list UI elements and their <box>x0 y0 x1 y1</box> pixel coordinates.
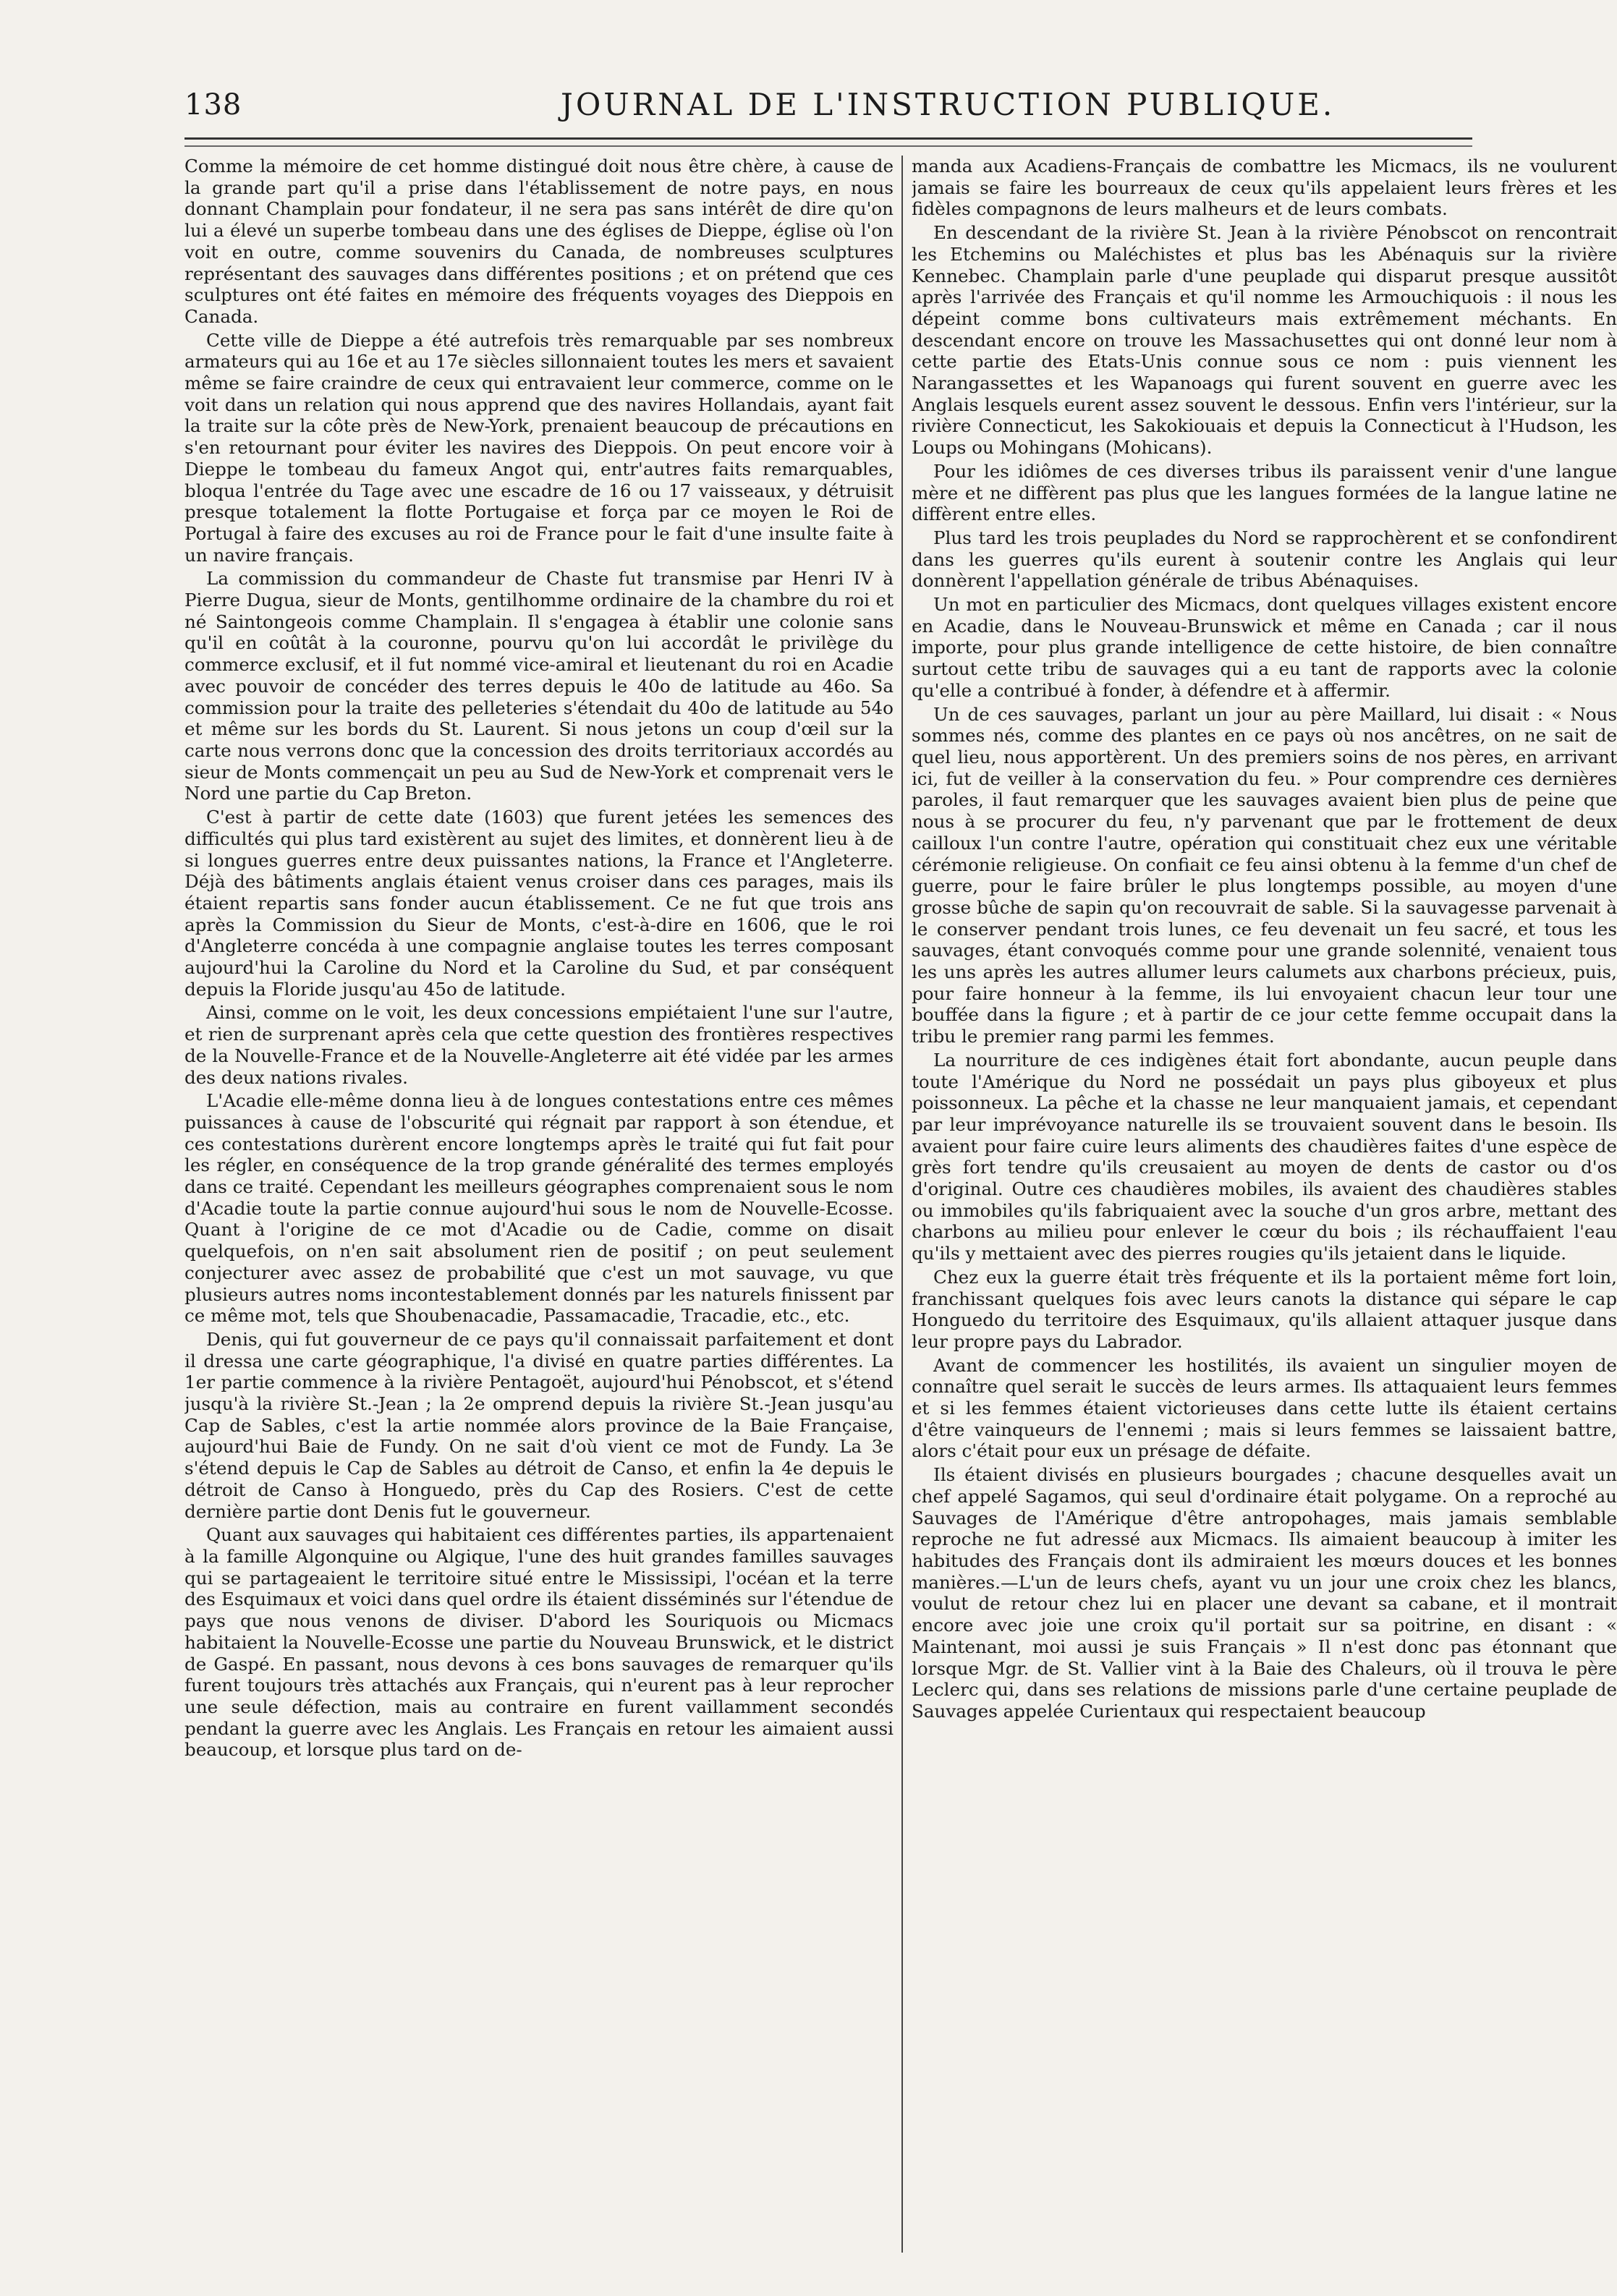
right-column <box>912 156 1617 2253</box>
paragraph: Un mot en particulier des Micmacs, dont quelques villages existent encore en Acadie, dans le Nouveau-Brunswick et même en Canada ; car il nous importe, pour plus grande intelligence de cette histoire, de bien connaître surtout cette tribu de sauvages qui a eu tant de rapports avec la colonie qu'elle a contribué à fonder, à défendre et à affermir. <box>912 594 1617 701</box>
paragraph: L'Acadie elle-même donna lieu à de longues contestations entre ces mêmes puissances à cause de l'obscurité qui régnait par rapport à son étendue, et ces contestations durèrent encore longtemps après le traité qui fut fait pour les régler, en conséquence de la trop grande généralité des termes employés dans ce traité. Cependant les meilleurs géographes comprenaient sous le nom d'Acadie toute la partie connue aujourd'hui sous le nom de Nouvelle-Ecosse. Quant à l'origine de ce mot d'Acadie ou de Cadie, comme on disait quelquefois, on n'en sait absolument rien de positif ; on peut seulement conjecturer avec assez de probabilité que c'est un mot sauvage, vu que plusieurs autres noms incontestablement donnés par les naturels finissent par ce même mot, tels que Shoubenacadie, Passamacadie, Tracadie, etc., etc. <box>184 1090 894 1327</box>
paragraph: Denis, qui fut gouverneur de ce pays qu'il connaissait parfaitement et dont il dressa une carte géographique, l'a divisé en quatre parties différentes. La 1er partie commence à la rivière Pentagoët, aujourd'hui Pénobscot, et s'étend jusqu'à la rivière St.-Jean ; la 2e omprend depuis la rivière St.-Jean jusqu'au Cap de Sables, c'est la artie nommée alors province de la Baie Française, aujourd'hui Baie de Fundy. On ne sait d'où vient ce mot de Fundy. La 3e s'étend depuis le Cap de Sables au détroit de Canso, et enfin la 4e depuis le détroit de Canso à Honguedo, près du Cap des Rosiers. C'est de cette dernière partie dont Denis fut le gouverneur. <box>184 1328 894 1522</box>
paragraph: Ainsi, comme on le voit, les deux concessions empiétaient l'une sur l'autre, et rien de surprenant après cela que cette question des frontières respectives de la Nouvelle-France et de la Nouvelle-Angleterre ait été vidée par les armes des deux nations rivales. <box>184 1002 894 1088</box>
paragraph: La commission du commandeur de Chaste fut transmise par Henri IV à Pierre Dugua, sieur de Monts, gentilhomme ordinaire de la chambre du roi et né Saintongeois comme Champlain. Il s'engagea à établir une colonie sans qu'il en coûtât à la couronne, pourvu qu'on lui accordât le privilège du commerce exclusif, et il fut nommé vice-amiral et lieutenant du roi en Acadie avec pouvoir de concéder des terres depuis le 40o de latitude au 46o. Sa commission pour la traite des pelleteries s'étendait du 40o de latitude au 54o et même sur les bords du St. Laurent. Si nous jetons un coup d'œil sur la carte nous verrons donc que la concession des droits territoriaux accordés au sieur de Monts commençait un peu au Sud de New-York et comprenait vers le Nord une partie du Cap Breton. <box>184 568 894 804</box>
paragraph: Quant aux sauvages qui habitaient ces différentes parties, ils appartenaient à la famille Algonquine ou Algique, l'une des huit grandes familles sauvages qui se partageaient le territoire situé entre le Mississipi, l'océan et la terre des Esquimaux et voici dans quel ordre ils étaient disséminés sur l'étendue de pays que nous venons de diviser. D'abord les Souriquois ou Micmacs habitaient la Nouvelle-Ecosse une partie du Nouveau Brunswick, et le district de Gaspé. En passant, nous devons à ces bons sauvages de remarquer qu'ils furent toujours très attachés aux Français, qui n'eurent pas à leur reprocher une seule défection, mais au contraire en furent vaillamment secondés pendant la guerre avec les Anglais. Les Français en retour les aimaient aussi beaucoup, et lorsque plus tard on de- <box>184 1524 894 1761</box>
column-divider <box>901 156 903 2253</box>
paragraph: Avant de commencer les hostilités, ils avaient un singulier moyen de connaître quel serait le succès de leurs armes. Ils attaquaient leurs femmes et si les femmes étaient victorieuses dans cette lutte ils étaient certains d'être vainqueurs de l'ennemi ; mais si leurs femmes se laissaient battre, alors c'était pour eux un présage de défaite. <box>912 1354 1617 1462</box>
header-rule <box>184 137 1472 147</box>
left-column <box>184 156 894 2253</box>
paragraph: Pour les idiômes de ces diverses tribus ils paraissent venir d'une langue mère et ne diffèrent pas plus que les langues formées de la langue latine ne diffèrent entre elles. <box>912 460 1617 525</box>
paragraph: Un de ces sauvages, parlant un jour au père Maillard, lui disait : « Nous sommes nés, comme des plantes en ce pays où nos ancêtres, on ne sait de quel lieu, nous apportèrent. Un des premiers soins de nos pères, en arrivant ici, fut de veiller à la conservation du feu. » Pour comprendre ces dernières paroles, il faut remarquer que les sauvages avaient bien plus de peine que nous à se procurer du feu, n'y parvenant que par le frottement de deux cailloux l'un contre l'autre, opération qui constituait chez eux une véritable cérémonie religieuse. On confiait ce feu ainsi obtenu à la femme d'un chef de guerre, pour le faire brûler le plus longtemps possible, au moyen d'une grosse bûche de sapin qu'on recouvrait de sable. Si la sauvagesse parvenait à le conserver pendant trois lunes, ce feu devenait un feu sacré, et tous les sauvages, étant convoqués comme pour une grande solennité, venaient tous les uns après les autres allumer leurs calumets aux charbons précieux, puis, pour faire honneur à la femme, ils lui envoyaient chacun leur tour une bouffée dans la figure ; et à partir de ce jour cette femme occupait dans la tribu le premier rang parmi les femmes. <box>912 703 1617 1047</box>
page-number: 138 <box>184 88 242 122</box>
paragraph: La nourriture de ces indigènes était fort abondante, aucun peuple dans toute l'Amérique du Nord ne possédait un pays plus giboyeux et plus poissonneux. La pêche et la chasse ne leur manquaient jamais, et cependant par leur imprévoyance naturelle ils se trouvaient souvent dans le besoin. Ils avaient pour faire cuire leurs aliments des chaudières faites d'une espèce de grès fort tendre qu'ils creusaient au moyen de dents de castor ou d'os d'original. Outre ces chaudières mobiles, ils avaient des chaudières stables ou immobiles qu'ils fabriquaient avec la souche d'un gros arbre, mettant des charbons au milieu pour enlever le cœur du bois ; ils réchauffaient l'eau qu'ils y mettaient avec des pierres rougies qu'ils jetaient dans le liquide. <box>912 1049 1617 1264</box>
paragraph: Cette ville de Dieppe a été autrefois très remarquable par ses nombreux armateurs qui au 16e et au 17e siècles sillonnaient toutes les mers et savaient même se faire craindre de ceux qui entravaient leur commerce, comme on le voit dans un relation qui nous apprend que des navires Hollandais, ayant fait la traite sur la côte près de New-York, prenaient beaucoup de précautions en s'en retournant pour éviter les navires des Dieppois. On peut encore voir à Dieppe le tombeau du fameux Angot qui, entr'autres faits remarquables, bloqua l'entrée du Tage avec une escadre de 16 ou 17 vaisseaux, y détruisit presque totalement la flotte Portugaise et força par ce moyen le Roi de Portugal à faire des excuses au roi de France pour le fait d'une insulte faite à un navire français. <box>184 329 894 566</box>
paragraph: Plus tard les trois peuplades du Nord se rapprochèrent et se confondirent dans les guerres qu'ils eurent à soutenir contre les Anglais qui leur donnèrent l'appellation générale de tribus Abénaquises. <box>912 527 1617 592</box>
paragraph: C'est à partir de cette date (1603) que furent jetées les semences des difficultés qui plus tard existèrent au sujet des limites, et donnèrent lieu à de si longues guerres entre deux puissantes nations, la France et l'Angleterre. Déjà des bâtiments anglais étaient venus croiser dans ces parages, mais ils étaient repartis sans fonder aucun établissement. Ce ne fut que trois ans après la Commission du Sieur de Monts, c'est-à-dire en 1606, que le roi d'Angleterre concéda à une compagnie anglaise toutes les terres composant aujourd'hui la Caroline du Nord et la Caroline du Sud, et par conséquent depuis la Floride jusqu'au 45o de latitude. <box>184 807 894 1000</box>
paragraph: Comme la mémoire de cet homme distingué doit nous être chère, à cause de la grande part qu'il a prise dans l'établissement de notre pays, en nous donnant Champlain pour fondateur, il ne sera pas sans intérêt de dire qu'on lui a élevé un superbe tombeau dans une des églises de Dieppe, église où l'on voit en outre, comme souvenirs du Canada, de nombreuses sculptures représentant des sauvages dans différentes positions ; et on prétend que ces sculptures ont été faites en mémoire des fréquents voyages des Dieppois en Canada. <box>184 156 894 327</box>
paragraph: Ils étaient divisés en plusieurs bourgades ; chacune desquelles avait un chef appelé Sagamos, qui seul d'ordinaire était polygame. On a reproché au Sauvages de l'Amérique d'être antropohages, mais jamais semblable reproche ne fut adressé aux Micmacs. Ils aimaient beaucoup à imiter les habitudes des Français dont ils admiraient les mœurs douces et les bonnes manières.—L'un de leurs chefs, ayant vu un jour une croix chez les blancs, voulut de retour chez lui en placer une devant sa cabane, et il montrait encore avec joie une croix qu'il portait sur sa poitrine, en disant : « Maintenant, moi aussi je suis Français » Il n'est donc pas étonnant que lorsque Mgr. de St. Vallier vint à la Baie des Chaleurs, où il trouva le père Leclerc qui, dans ses relations de missions parle d'une certaine peuplade de Sauvages appelée Curientaux qui respectaient beaucoup <box>912 1464 1617 1722</box>
paragraph: Chez eux la guerre était très fréquente et ils la portaient même fort loin, franchissant quelques fois avec leurs canots la distance qui sépare le cap Honguedo du territoire des Esquimaux, qu'ils allaient attaquer jusque dans leur propre pays du Labrador. <box>912 1266 1617 1352</box>
paragraph: En descendant de la rivière St. Jean à la rivière Pénobscot on rencontrait les Etchemins ou Maléchistes et plus bas les Abénaquis sur la rivière Kennebec. Champlain parle d'une peuplade qui disparut presque aussitôt après l'arrivée des Français et qu'il nomme les Armouchiquois : il nous les dépeint comme bons cultivateurs mais extrêmement méchants. En descendant encore on trouve les Massachusettes qui ont donné leur nom à cette partie des Etats-Unis connue sous ce nom : puis viennent les Narangassettes et les Wapanoags qui furent souvent en guerre avec les Anglais lesquels eurent assez souvent le dessous. Enfin vers l'intérieur, sur la rivière Connecticut, les Sakokiouais et depuis la Connecticut à l'Hudson, les Loups ou Mohingans (Mohicans). <box>912 222 1617 459</box>
journal-title: JOURNAL DE L'INSTRUCTION PUBLIQUE. <box>561 87 1336 122</box>
paragraph: manda aux Acadiens-Français de combattre les Micmacs, ils ne voulurent jamais se faire les bourreaux de ceux qu'ils appelaient leurs frères et les fidèles compagnons de leurs malheurs et de leurs combats. <box>912 156 1617 220</box>
page-header <box>184 81 1472 124</box>
